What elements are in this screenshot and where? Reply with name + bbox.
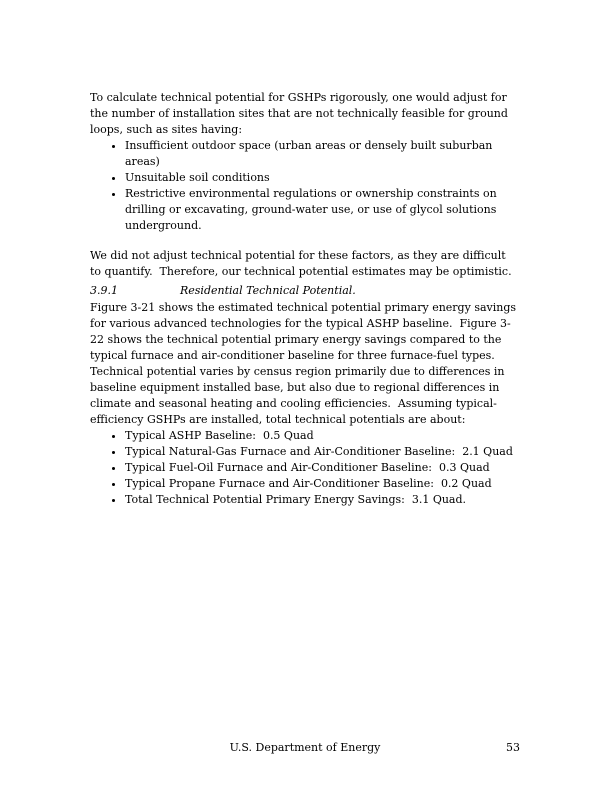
page-footer: [90, 740, 520, 756]
list-item: • Typical Fuel-Oil Furnace and Air-Conditioner Baseline: 0.3 Quad: [125, 460, 520, 476]
list-item: • Typical Natural-Gas Furnace and Air-Conditioner Baseline: 2.1 Quad: [125, 444, 520, 460]
footer-text: U.S. Department of Energy: [229, 741, 381, 754]
list-item: • Total Technical Potential Primary Energy Savings: 3.1 Quad.: [125, 492, 520, 508]
paragraph-technical-potential: Figure 3-21 shows the estimated technical potential primary energy savings for various advanced technologies for the typical ASHP baseline. Figure 3-22 shows the technical potential primary energy savings compared to the typical furnace and air-conditioner baseline for three furnace-fuel types. Technical potential varies by census region primarily due to differences in baseline equipment installed base, but also due to regional differences in climate and seasonal heating and cooling efficiencies. Assuming typical-efficiency GSHPs are installed, total technical potentials are about:: [90, 301, 520, 426]
section-title: Residential Technical Potential.: [180, 284, 356, 298]
section-heading: [90, 283, 520, 299]
list-item: • Restrictive environmental regulations or ownership constraints on drilling or excavating, ground-water use, or use of glycol solutions underground.: [125, 186, 520, 234]
list-item: • Typical ASHP Baseline: 0.5 Quad: [125, 428, 520, 444]
paragraph-no-adjustment: We did not adjust technical potential for these factors, as they are difficult to quantify. Therefore, our technical potential estimates may be optimistic.: [90, 249, 512, 279]
paragraph-intro: To calculate technical potential for GSHPs rigorously, one would adjust for the number of installation sites that are not technically feasible for ground loops, such as sites having:: [90, 91, 512, 136]
page-body: [90, 90, 520, 507]
list-item: • Typical Propane Furnace and Air-Conditioner Baseline: 0.2 Quad: [125, 476, 520, 492]
page-number: 53: [506, 741, 520, 754]
bullet-list-site-constraints: [90, 138, 520, 234]
list-item: • Insufficient outdoor space (urban areas or densely built suburban areas): [125, 138, 520, 170]
bullet-list-baselines: [90, 428, 520, 508]
list-item: • Unsuitable soil conditions: [125, 170, 520, 186]
section-number: 3.9.1: [90, 284, 118, 298]
